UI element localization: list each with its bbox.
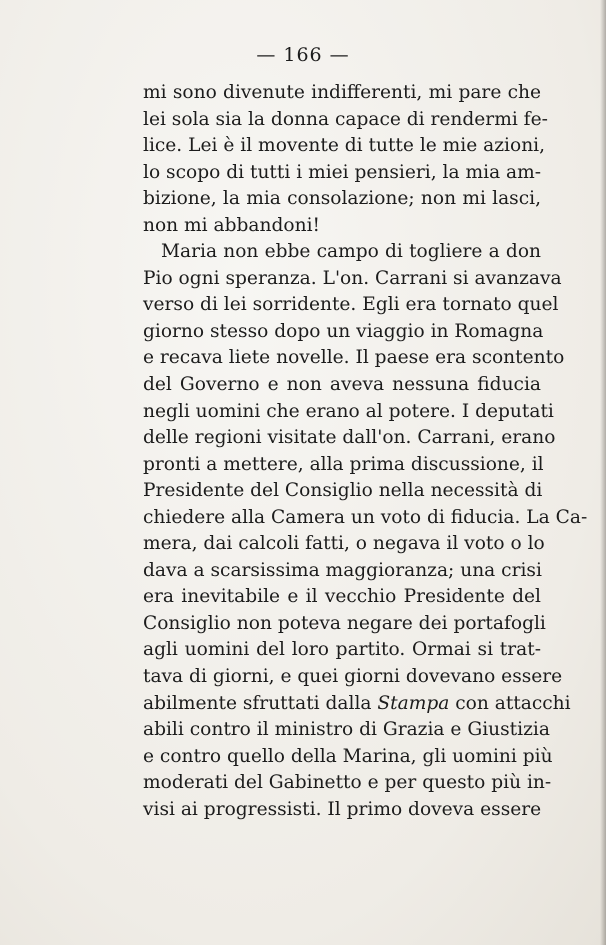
text-segment: giorno stesso dopo un viaggio in Romagna <box>143 320 544 342</box>
text-segment: Pio ogni speranza. L'on. Carrani si avanzava <box>143 267 562 289</box>
text-line <box>143 691 571 718</box>
text-line <box>143 717 550 744</box>
text-line <box>143 239 541 266</box>
text-line <box>143 345 565 372</box>
text-segment: bizione, la mia consolazione; non mi lasci, <box>143 188 541 210</box>
text-line <box>143 399 554 426</box>
text-line <box>143 505 588 532</box>
text-segment: lei sola sia la donna capace di rendermi fe- <box>143 108 548 130</box>
text-segment: non mi abbandoni! <box>143 214 320 236</box>
text-line <box>143 584 541 611</box>
text-line <box>143 425 556 452</box>
text-line <box>143 770 552 797</box>
text-segment: tava di giorni, e quei giorni dovevano essere <box>143 666 563 688</box>
text-line <box>143 637 541 664</box>
text-segment: Presidente del Consiglio nella necessità di <box>143 480 543 502</box>
text-segment: abili contro il ministro di Grazia e Giustizia <box>143 719 550 741</box>
text-line <box>143 452 544 479</box>
body-text <box>143 80 588 823</box>
text-segment: Maria non ebbe campo di togliere a don <box>161 241 541 263</box>
text-line <box>143 186 541 213</box>
text-segment: delle regioni visitate dall'on. Carrani, erano <box>143 427 556 449</box>
text-segment: mera, dai calcoli fatti, o negava il voto o lo <box>143 533 545 555</box>
text-line <box>143 744 553 771</box>
text-line <box>143 558 541 585</box>
text-segment: mi sono divenute indifferenti, mi pare che <box>143 82 541 103</box>
text-segment: negli uomini che erano al potere. I deputati <box>143 400 554 422</box>
text-segment: e contro quello della Marina, gli uomini più <box>143 745 553 767</box>
text-segment: Consiglio non poteva negare dei portafogli <box>143 612 546 634</box>
text-line <box>143 372 541 399</box>
text-segment: pronti a mettere, alla prima discussione, il <box>143 453 544 475</box>
text-line <box>143 266 562 293</box>
text-segment: lo scopo di tutti i miei pensieri, la mia am- <box>143 161 542 183</box>
text-segment: era inevitabile e il vecchio Presidente del <box>143 586 541 608</box>
page-edge-shadow <box>600 0 606 945</box>
text-line <box>143 797 541 824</box>
text-line <box>143 611 546 638</box>
text-segment: con attacchi <box>449 692 571 714</box>
text-segment: chiedere alla Camera un voto di fiducia. La Ca- <box>143 506 588 528</box>
text-line <box>143 107 548 134</box>
text-segment: abilmente sfruttati dalla <box>143 692 378 714</box>
text-segment: visi ai progressisti. Il primo doveva essere <box>143 798 542 820</box>
text-segment: agli uomini del loro partito. Ormai si trat- <box>143 639 541 661</box>
text-line <box>143 80 541 107</box>
text-segment: e recava liete novelle. Il paese era scontento <box>143 347 565 369</box>
text-line <box>143 319 544 346</box>
text-segment: del Governo e non aveva nessuna fiducia <box>143 374 541 396</box>
text-line <box>143 531 545 558</box>
text-segment: moderati del Gabinetto e per questo più in- <box>143 772 552 794</box>
text-segment: lice. Lei è il movente di tutte le mie azioni, <box>143 135 546 157</box>
text-line <box>143 133 546 160</box>
page-number: — 166 — <box>256 44 350 66</box>
text-line <box>143 213 541 240</box>
text-line <box>143 478 541 505</box>
italic-text: Stampa <box>377 692 450 714</box>
text-segment: dava a scarsissima maggioranza; una crisi <box>143 559 542 581</box>
text-segment: verso di lei sorridente. Egli era tornato quel <box>143 294 559 316</box>
text-line <box>143 160 541 187</box>
text-line <box>143 664 563 691</box>
text-line <box>143 292 559 319</box>
